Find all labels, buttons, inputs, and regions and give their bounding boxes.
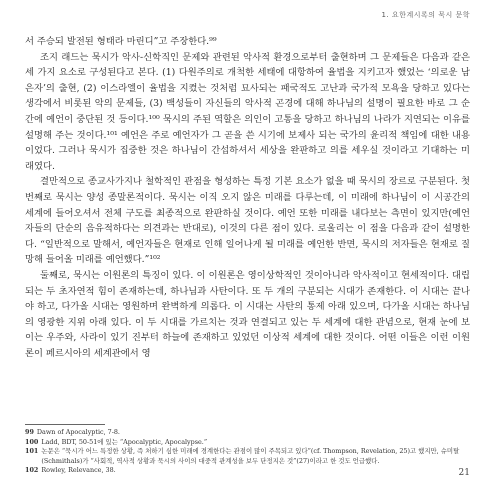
footnote-number: 102 bbox=[25, 466, 39, 475]
paragraph-3: 결만적으로 종교사가지나 철학적인 관점을 형성하는 특정 기본 요소가 없을 때 묵시의 장르로 구분된다. 첫 번째로 묵시는 양성 종말론적이다. 묵시는 이직 오지 않은 미래를 다루는데, 이 미래에 하나님이 이 시공간의 세계에 들어오셔서 전체 구도를 최종적으로 완판하실 것이다. 예언 또한 미래를 내다보는 측면이 있지만(예언자들의 단순의 음유적하다는 의견과는 반대로), 이것의 다른 점이 있다. 로울리는 이 점을 다음과 같이 설명한다. “일반적으로 말해서, 예언자들은 현재로 인해 일어나게 될 미래를 예언한 반면, 묵시의 저자들은 현재로 질망해 들어올 미래를 예언했다.”¹⁰² bbox=[25, 176, 470, 266]
footnote bbox=[25, 466, 470, 476]
footnote-number: 101 bbox=[25, 447, 39, 456]
footnote bbox=[25, 428, 470, 438]
paragraph-2: 조지 래드는 묵시가 악사-신학직인 문제와 관련된 악사적 환경으로부터 출현하며 그 문제들은 다음과 같은 세 가지 요소로 구성된다고 본다. (1) 다원주의로 개척한 세태에 대항하여 율법을 지키고자 했었는 ‘의로운 남은자’의 출현, (2) 이스라엘이 율법을 지켰는 것처럼 묘사되는 패국적도 고난과 국가적 모욕을 당하고 있다는 생각에서 비롯된 악의 문제들, (3) 백성들이 자신들의 악사적 곤경에 대해 하나님의 설명이 필요한 바로 그 순간에 예언이 중단된 것 등이다.¹⁰⁰ 묵시의 주된 역할은 의인이 고통을 당하고 하나님의 나라가 지연되는 이유를 설명해 주는 것이다.¹⁰¹ 예언은 주로 예언자가 그 곧을 쓴 시기에 보제사 되는 국가의 윤리적 책임에 대한 내용이었다. 그러나 묵시가 집중한 것은 하나님이 간섭하셔서 세상을 완판하고 의를 세우실 것이라고 기대하는 미래였다. bbox=[25, 51, 470, 172]
footnote-text: Dawn of Apocalyptic, 7-8. bbox=[36, 428, 120, 436]
running-header: 1. 요한계시록의 묵시 문학 bbox=[381, 11, 470, 19]
footnote-number: 100 bbox=[25, 437, 39, 446]
page-number: 21 bbox=[458, 468, 470, 478]
footnote bbox=[25, 438, 470, 448]
footnotes bbox=[25, 428, 470, 476]
footnote-number: 99 bbox=[25, 428, 34, 436]
footnote bbox=[25, 447, 470, 466]
footnote-text: Rowley, Relevance, 38. bbox=[41, 466, 116, 475]
paragraph-4: 둘째로, 묵시는 이원론의 특징이 있다. 이 이원론은 영이상학적인 것이아니라 악사적이고 현세적이다. 대립되는 두 초자연적 힘이 존재하는데, 하나님과 사탄이다. 또 두 개의 구분되는 시대가 존재한다. 이 시대는 끝나야 하고, 다가올 시대는 영원하며 완벽하게 의롭다. 이 시대는 사탄의 통제 아래 있으며, 다가올 시대는 하나님의 영광한 지위 아래 있다. 이 두 시대를 가르치는 것과 연결되고 있는 두 세계에 대한 관념으로, 현재 눈에 보이는 우주와, 사라이 있기 진부터 하늘에 존재하고 있었던 이상적 세계에 대한 것이다. 어떤 이들은 이런 이원론이 페르시아의 세계관에서 영 bbox=[25, 269, 470, 359]
body-text bbox=[25, 34, 470, 361]
footnote-divider bbox=[25, 424, 105, 425]
footnote-text: 논문은 “묵시가 어느 특정한 상황, 즉 처하기 심한 미래에 경계한다는 관점이 많이 주목되고 있다”(cf. Thompson, Revelation, 25)고 했지만, 슈미탈(Schmithals)가 “사회적, 역사적 상황과 묵시의 사이의 대중적 관계성을 보두 단정지은 것”(27)이라고 한 것도 언급했다. bbox=[41, 447, 460, 465]
paragraph-1: 서 주승되 발전된 형태라 마린디”고 주장한다.⁹⁹ bbox=[25, 36, 217, 47]
footnote-text: Ladd, BDT, 50-51에 있는 “Apocalyptic, Apocalypse.” bbox=[41, 437, 208, 446]
